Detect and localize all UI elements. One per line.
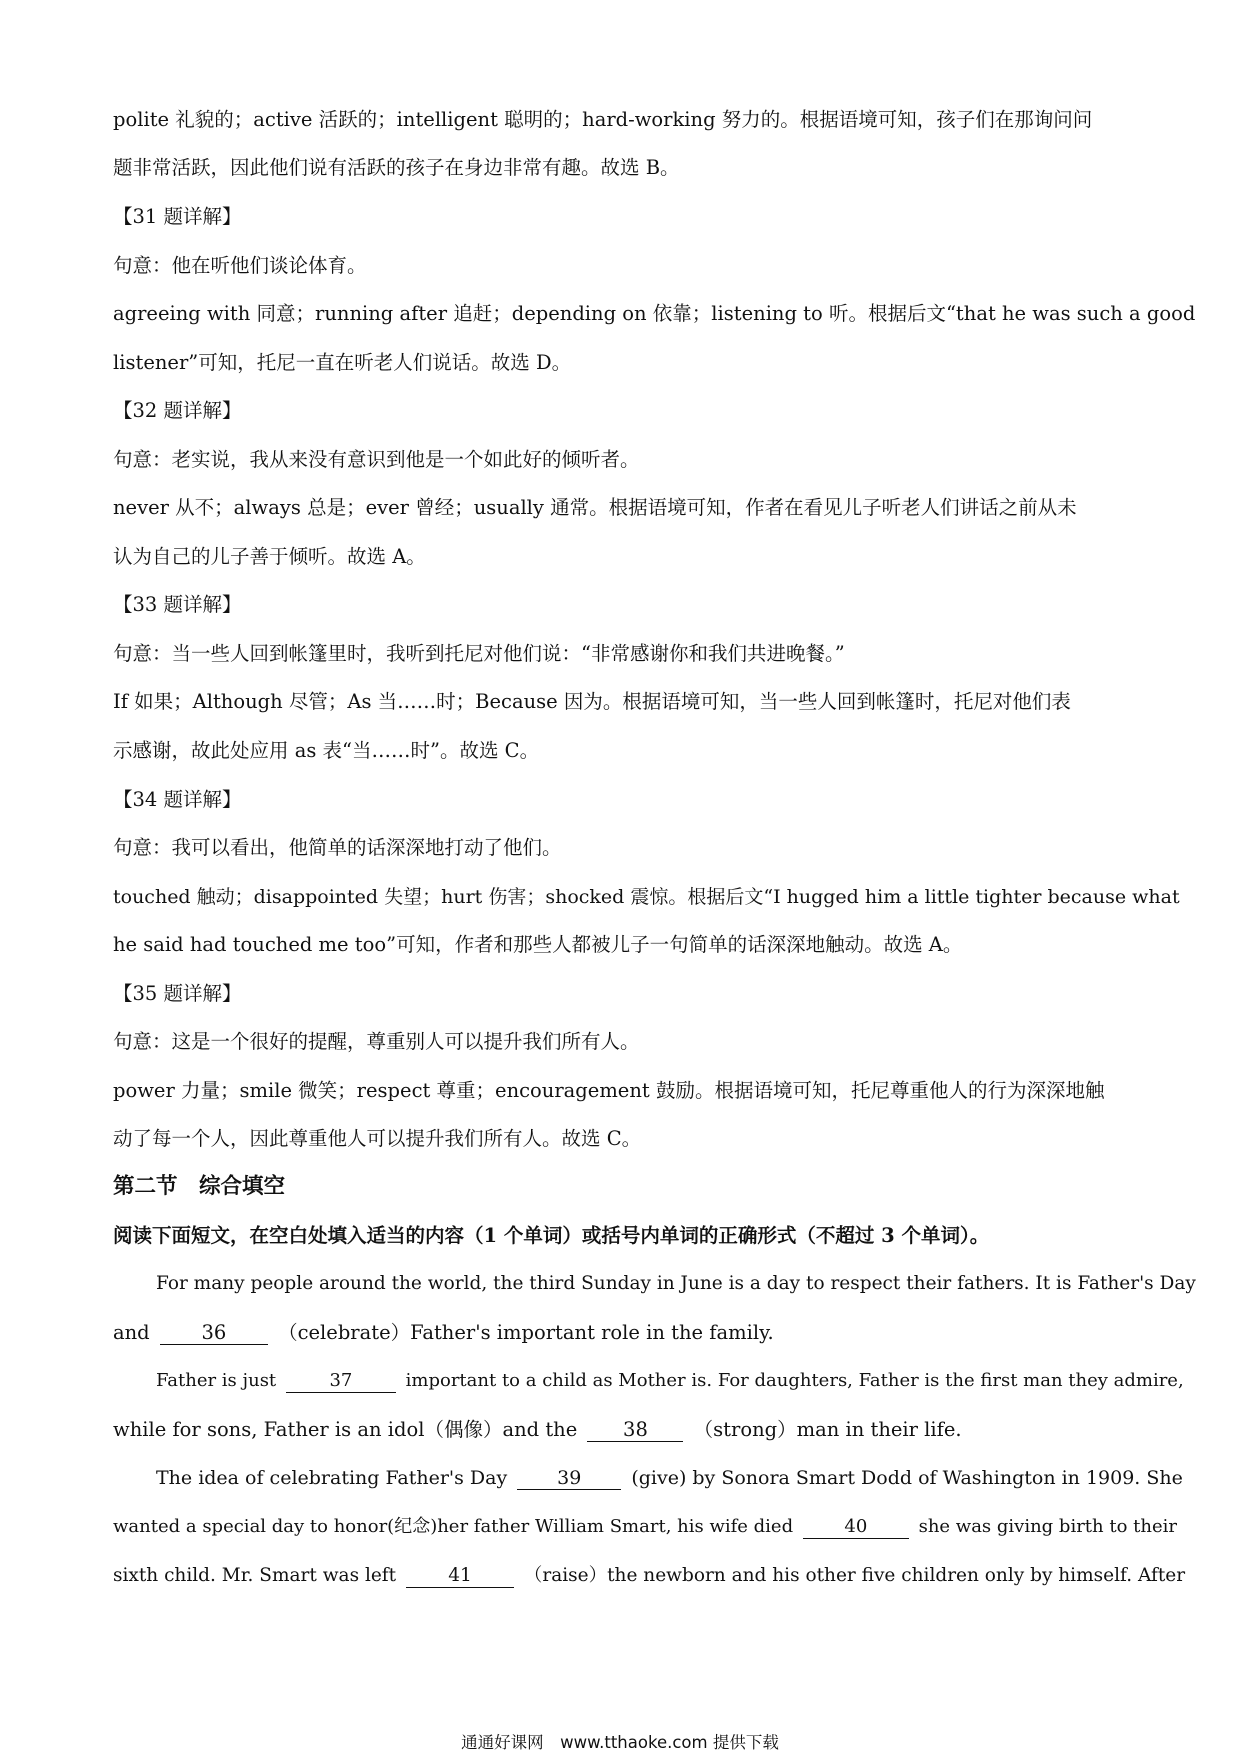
q35-meaning: 句意：这是一个很好的提醒，尊重别人可以提升我们所有人。 — [113, 1030, 640, 1053]
passage-p2-line-2 — [113, 1417, 962, 1443]
blank-36: 36 — [160, 1322, 268, 1345]
q34-explain-line-1: touched 触动；disappointed 失望；hurt 伤害；shocked 震惊。根据后文“I hugged him a little tighter because what — [113, 886, 1180, 908]
q35-explain-line-1: power 力量；smile 微笑；respect 尊重；encouragement 鼓励。根据语境可知，托尼尊重他人的行为深深地触 — [113, 1079, 1105, 1102]
blank-41: 41 — [406, 1565, 514, 1588]
passage-text: （strong）man in their life. — [693, 1418, 962, 1441]
passage-p1-line-2 — [113, 1320, 774, 1346]
q34-heading: 【34 题详解】 — [113, 788, 242, 811]
passage-p2-line-1 — [156, 1368, 1184, 1394]
passage-text: wanted a special day to honor(纪念)her father William Smart, his wife died — [113, 1516, 794, 1537]
passage-text: she was giving birth to their — [918, 1516, 1177, 1537]
passage-p3-line-3 — [113, 1563, 1185, 1589]
passage-text: (give) by Sonora Smart Dodd of Washington in 1909. She — [631, 1467, 1183, 1489]
q34-meaning: 句意：我可以看出，他简单的话深深地打动了他们。 — [113, 836, 562, 859]
q30-explain-line-2: 题非常活跃，因此他们说有活跃的孩子在身边非常有趣。故选 B。 — [113, 156, 680, 179]
blank-37: 37 — [286, 1370, 396, 1393]
section-title: 第二节 综合填空 — [113, 1174, 286, 1199]
passage-text: The idea of celebrating Father's Day — [156, 1467, 508, 1489]
q31-meaning: 句意：他在听他们谈论体育。 — [113, 254, 367, 277]
passage-text: important to a child as Mother is. For daughters, Father is the first man they admire, — [405, 1370, 1184, 1391]
q33-meaning: 句意：当一些人回到帐篷里时，我听到托尼对他们说：“非常感谢你和我们共进晚餐。” — [113, 642, 845, 665]
section-instruction: 阅读下面短文，在空白处填入适当的内容（1 个单词）或括号内单词的正确形式（不超过 3 个单词）。 — [113, 1224, 990, 1247]
q34-explain-line-2: he said had touched me too”可知，作者和那些人都被儿子一句简单的话深深地触动。故选 A。 — [113, 933, 963, 956]
q32-meaning: 句意：老实说，我从来没有意识到他是一个如此好的倾听者。 — [113, 448, 640, 471]
q33-explain-line-2: 示感谢，故此处应用 as 表“当……时”。故选 C。 — [113, 739, 540, 762]
q31-explain-line-2: listener”可知，托尼一直在听老人们说话。故选 D。 — [113, 351, 572, 374]
passage-p3-line-2 — [113, 1514, 1177, 1540]
q31-heading: 【31 题详解】 — [113, 205, 242, 228]
passage-p1-line-1: For many people around the world, the third Sunday in June is a day to respect their fathers. It is Father's Day — [156, 1273, 1196, 1294]
q33-explain-line-1: If 如果；Although 尽管；As 当……时；Because 因为。根据语境可知，当一些人回到帐篷时，托尼对他们表 — [113, 690, 1071, 713]
passage-text: while for sons, Father is an idol（偶像）and the — [113, 1418, 578, 1441]
passage-text: （raise）the newborn and his other five children only by himself. After — [523, 1565, 1186, 1586]
q33-heading: 【33 题详解】 — [113, 593, 242, 616]
q35-heading: 【35 题详解】 — [113, 982, 242, 1005]
q32-heading: 【32 题详解】 — [113, 399, 242, 422]
blank-40: 40 — [803, 1516, 909, 1539]
passage-text: Father is just — [156, 1370, 277, 1391]
q31-explain-line-1: agreeing with 同意；running after 追赶；depending on 依靠；listening to 听。根据后文“that he was such a good — [113, 302, 1196, 325]
passage-text: （celebrate）Father's important role in the family. — [278, 1321, 774, 1344]
passage-p3-line-1 — [156, 1465, 1183, 1491]
q32-explain-line-2: 认为自己的儿子善于倾听。故选 A。 — [113, 545, 426, 568]
passage-text: sixth child. Mr. Smart was left — [113, 1565, 397, 1586]
passage-text: and — [113, 1321, 150, 1344]
q32-explain-line-1: never 从不；always 总是；ever 曾经；usually 通常。根据语境可知，作者在看见儿子听老人们讲话之前从未 — [113, 496, 1077, 519]
page-footer: 通通好课网 www.tthaoke.com 提供下载 — [461, 1733, 779, 1752]
q35-explain-line-2: 动了每一个人，因此尊重他人可以提升我们所有人。故选 C。 — [113, 1127, 642, 1150]
blank-39: 39 — [517, 1467, 621, 1490]
blank-38: 38 — [587, 1419, 683, 1442]
q30-explain-line-1: polite 礼貌的；active 活跃的；intelligent 聪明的；hard-working 努力的。根据语境可知，孩子们在那询问问 — [113, 108, 1093, 131]
